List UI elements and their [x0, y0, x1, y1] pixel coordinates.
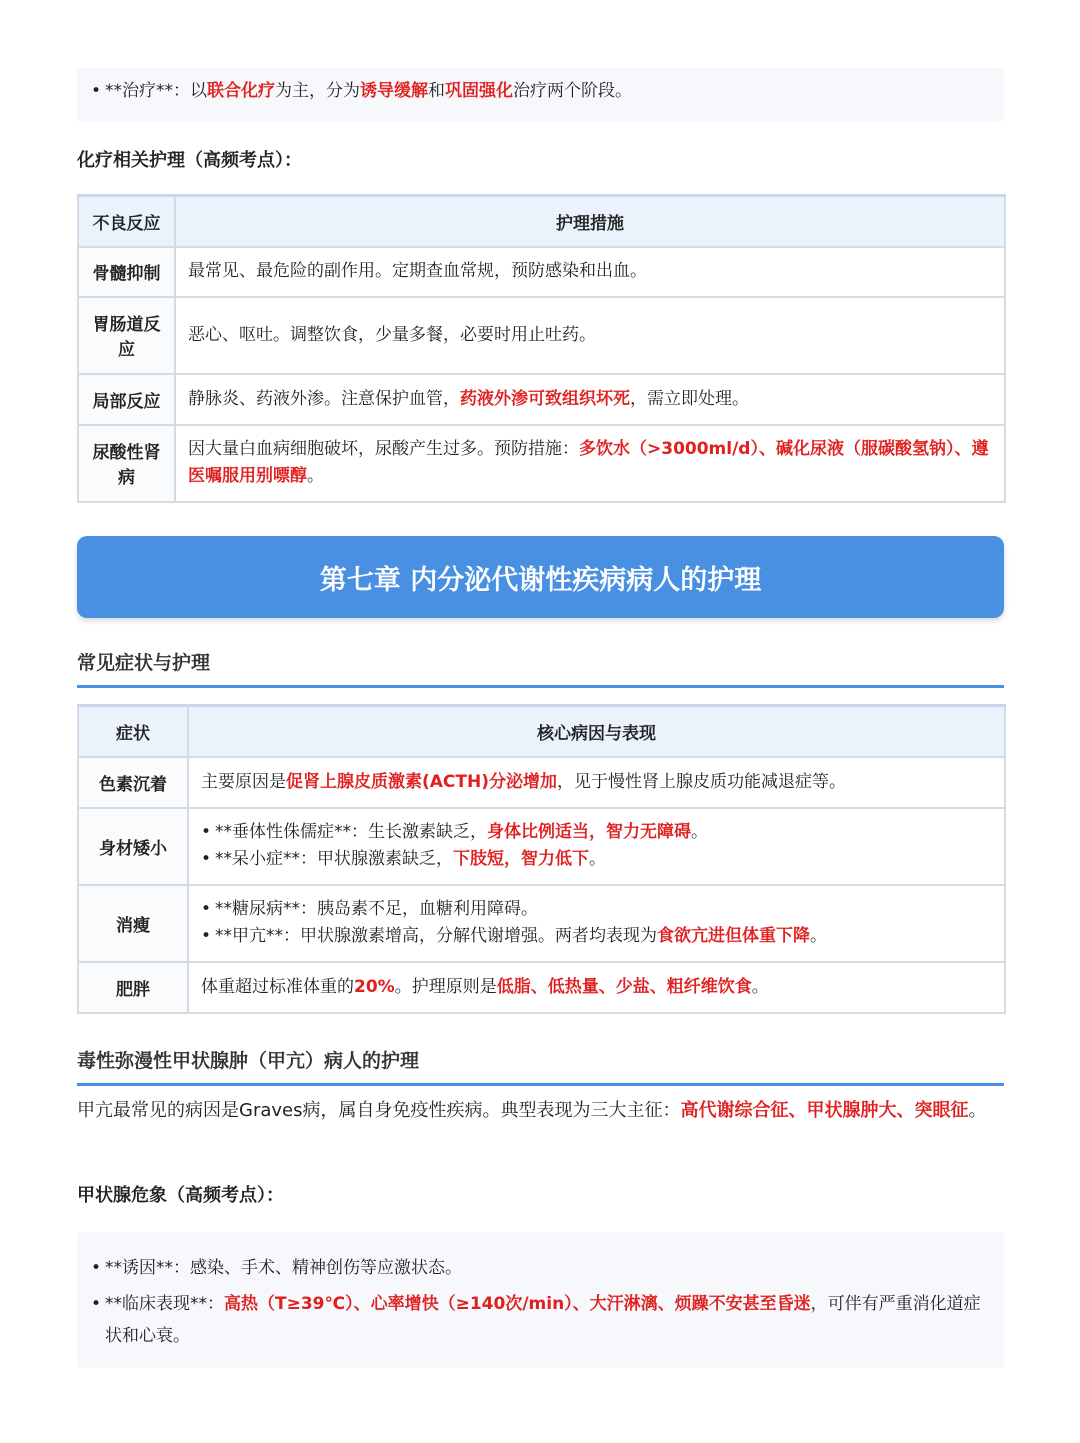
symptom-text-hl: 20% [354, 976, 395, 997]
graves-heading [77, 1046, 1004, 1086]
symptom-name: 肥胖 [78, 962, 188, 1013]
symptoms-header-symptom: 症状 [78, 706, 188, 757]
crisis-symptom-hl: 高热（T≥39℃）、心率增快（≥140次/min）、大汗淋漓、烦躁不安甚至昏迷 [224, 1294, 811, 1314]
graves-heading-text: 毒性弥漫性甲状腺肿（甲亢）病人的护理 [77, 1050, 420, 1072]
chemo-text-hl: 药液外渗可致组织坏死 [460, 388, 630, 409]
crisis-cause-text: **诱因**：感染、手术、精神创伤等应激状态。 [105, 1258, 462, 1278]
crisis-symptom-pre: **临床表现**： [105, 1294, 224, 1314]
symptom-text [188, 962, 1005, 1013]
treatment-line [91, 76, 990, 106]
symptoms-table [77, 704, 1006, 1014]
chapter-banner [77, 536, 1004, 618]
chemo-text-pre: 静脉炎、药液外渗。注意保护血管， [188, 388, 460, 409]
symptom-bullet [201, 846, 992, 873]
symptom-name: 色素沉着 [78, 757, 188, 808]
graves-post: 。 [968, 1100, 987, 1121]
symptom-text-hl2: 低脂、低热量、少盐、粗纤维饮食 [496, 976, 752, 997]
chemo-row-text [175, 425, 1005, 502]
symptom-bullet [201, 896, 992, 923]
graves-hl: 高代谢综合征、甲状腺肿大、突眼征 [680, 1100, 969, 1121]
treatment-prefix: **治疗**：以 [105, 81, 207, 101]
symptom-name: 身材矮小 [78, 808, 188, 885]
bullet-hl: 下肢短，智力低下 [453, 849, 589, 869]
crisis-bullet-symptoms [91, 1288, 990, 1352]
bullet-post: 。 [589, 849, 606, 869]
bullet-post: 。 [691, 822, 708, 842]
symptom-bullet [201, 819, 992, 846]
chemo-header-care: 护理措施 [175, 196, 1005, 247]
chemo-row-name: 骨髓抑制 [78, 247, 175, 297]
symptom-bullet [201, 923, 992, 950]
bullet-pre: **呆小症**：甲状腺激素缺乏， [215, 849, 453, 869]
bullet-post: 。 [810, 926, 827, 946]
table-row [78, 808, 1005, 885]
crisis-symptom-post: ，可伴有严重消化道症状和心衰。 [105, 1294, 981, 1346]
table-row [78, 962, 1005, 1013]
symptom-text-mid: 。护理原则是 [394, 976, 497, 997]
symptom-name: 消瘦 [78, 885, 188, 962]
treatment-mid1: 为主，分为 [275, 81, 360, 101]
chemo-row-name: 局部反应 [78, 374, 175, 425]
graves-pre: 甲亢最常见的病因是Graves病，属自身免疫性疾病。典型表现为三大主征： [77, 1100, 681, 1121]
treatment-hl-consolidation: 巩固强化 [445, 81, 513, 101]
crisis-bullet-cause [91, 1252, 990, 1284]
table-row [78, 885, 1005, 962]
symptoms-header-cause: 核心病因与表现 [188, 706, 1005, 757]
crisis-heading: 甲状腺危象（高频考点）： [77, 1185, 284, 1206]
chemo-text-post: ，需立即处理。 [630, 388, 749, 409]
symptom-text-hl: 促肾上腺皮质激素(ACTH)分泌增加 [286, 771, 557, 792]
treatment-hl-combo: 联合化疗 [207, 81, 275, 101]
chemo-header-reaction: 不良反应 [78, 196, 175, 247]
table-row [78, 374, 1005, 425]
chemo-row-text: 最常见、最危险的副作用。定期查血常规，预防感染和出血。 [175, 247, 1005, 297]
bullet-hl: 身体比例适当，智力无障碍 [487, 822, 691, 842]
chemo-row-text: 恶心、呕吐。调整饮食，少量多餐，必要时用止吐药。 [175, 297, 1005, 374]
bullet-pre: **垂体性侏儒症**：生长激素缺乏， [215, 822, 487, 842]
table-row [78, 425, 1005, 502]
table-row [78, 757, 1005, 808]
chemo-table [77, 194, 1006, 503]
bullet-hl: 食欲亢进但体重下降 [657, 926, 810, 946]
chemo-text-hl: 多饮水（>3000ml/d）、碱化尿液（服碳酸氢钠）、遵医嘱服用别嘌醇 [188, 439, 989, 486]
chemo-text-post: 。 [307, 466, 324, 486]
table-row [78, 297, 1005, 374]
chapter-title: 第七章 内分泌代谢性疾病病人的护理 [319, 564, 762, 596]
chemo-heading: 化疗相关护理（高频考点）： [77, 150, 302, 171]
symptom-text-post: 。 [751, 976, 769, 997]
symptom-text [188, 808, 1005, 885]
chemo-row-name: 尿酸性肾病 [78, 425, 175, 502]
symptom-text [188, 757, 1005, 808]
symptoms-heading [77, 648, 1004, 688]
chemo-text-pre: 因大量白血病细胞破坏，尿酸产生过多。预防措施： [188, 439, 579, 459]
table-row [78, 247, 1005, 297]
graves-paragraph [77, 1095, 1004, 1127]
treatment-mid2: 和 [428, 81, 445, 101]
symptoms-heading-text: 常见症状与护理 [77, 652, 211, 674]
symptom-text-pre: 主要原因是 [201, 771, 286, 792]
treatment-hl-induction: 诱导缓解 [360, 81, 428, 101]
chemo-row-name: 胃肠道反应 [78, 297, 175, 374]
symptom-text [188, 885, 1005, 962]
chemo-row-text [175, 374, 1005, 425]
bullet-pre: **糖尿病**：胰岛素不足，血糖利用障碍。 [215, 899, 538, 919]
treatment-note [77, 68, 1004, 122]
treatment-suffix: 治疗两个阶段。 [513, 81, 632, 101]
symptom-text-post: ，见于慢性肾上腺皮质功能减退症等。 [557, 771, 846, 792]
symptom-text-pre: 体重超过标准体重的 [201, 976, 354, 997]
crisis-note [77, 1232, 1004, 1368]
bullet-pre: **甲亢**：甲状腺激素增高，分解代谢增强。两者均表现为 [215, 926, 657, 946]
